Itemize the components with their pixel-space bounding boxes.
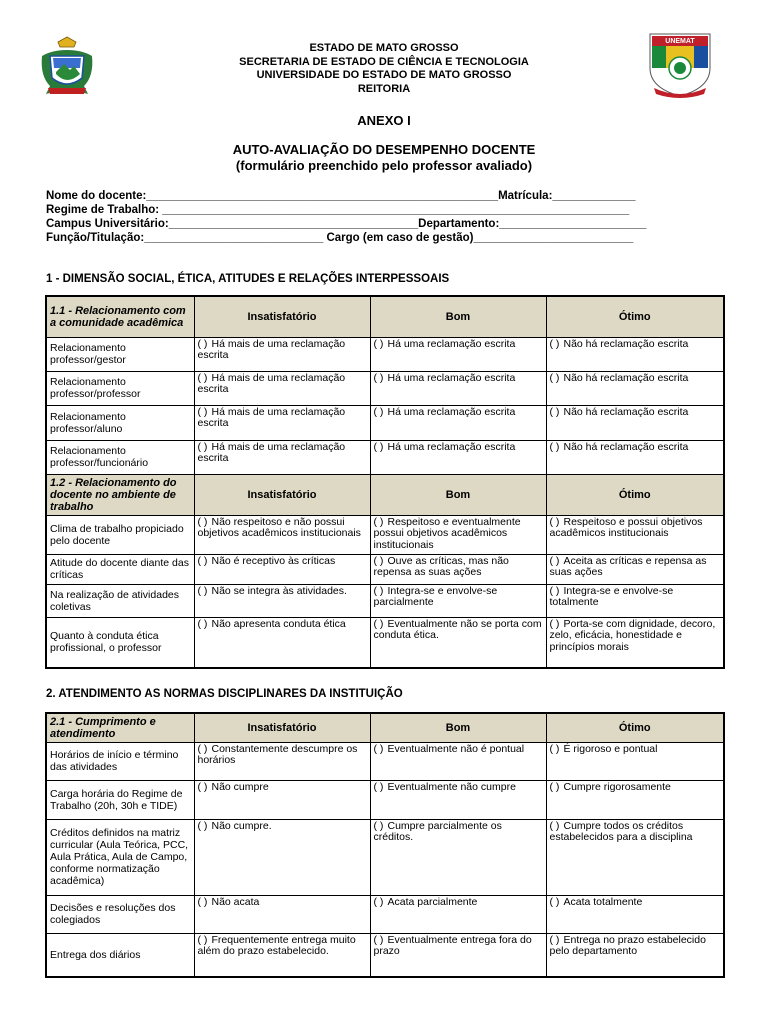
- criterion-label: Entrega dos diários: [46, 933, 194, 977]
- option-text: Há mais de uma reclamação escrita: [197, 405, 346, 429]
- field-campus-departamento[interactable]: Campus Universitário:_______________________________________Departamento:_______________________: [46, 218, 647, 230]
- checkbox-mark[interactable]: ( ): [549, 895, 560, 908]
- option-text: Integra-se e envolve-se totalmente: [549, 584, 674, 608]
- checkbox-mark[interactable]: ( ): [197, 933, 208, 946]
- option-text: Não cumpre.: [211, 819, 272, 832]
- option-cell[interactable]: [370, 405, 546, 440]
- checkbox-mark[interactable]: ( ): [373, 584, 384, 597]
- option-text: Há mais de uma reclamação escrita: [197, 440, 346, 464]
- option-cell[interactable]: [546, 371, 724, 405]
- checkbox-mark[interactable]: ( ): [373, 405, 384, 418]
- table-row: [46, 933, 724, 977]
- checkbox-mark[interactable]: ( ): [549, 405, 560, 418]
- option-text: Não há reclamação escrita: [563, 371, 689, 384]
- option-cell[interactable]: [546, 554, 724, 584]
- header-line: REITORIA: [357, 82, 411, 95]
- option-cell[interactable]: [194, 554, 370, 584]
- criterion-label: Relacionamento professor/aluno: [46, 405, 194, 440]
- checkbox-mark[interactable]: ( ): [549, 440, 560, 453]
- option-cell[interactable]: [370, 371, 546, 405]
- group-header: 1.1 - Relacionamento com a comunidade acadêmica: [46, 296, 194, 337]
- option-text: Aceita as críticas e repensa as suas ações: [549, 554, 707, 578]
- criterion-label: Créditos definidos na matriz curricular (Aula Teórica, PCC, Aula Prática, Aula de Campo, conforme normatização acadêmica): [46, 819, 194, 895]
- option-cell[interactable]: [546, 933, 724, 977]
- option-cell[interactable]: [370, 337, 546, 371]
- checkbox-mark[interactable]: ( ): [549, 819, 560, 832]
- checkbox-mark[interactable]: ( ): [373, 742, 384, 755]
- option-text: Há uma reclamação escrita: [387, 337, 516, 350]
- field-regime-trabalho[interactable]: Regime de Trabalho: _________________________________________________________________________: [46, 204, 630, 216]
- checkbox-mark[interactable]: ( ): [197, 819, 208, 832]
- column-header: Bom: [370, 713, 546, 742]
- section-2-table: [45, 712, 725, 978]
- option-cell[interactable]: [546, 819, 724, 895]
- option-cell[interactable]: [194, 742, 370, 780]
- option-cell[interactable]: [194, 405, 370, 440]
- checkbox-mark[interactable]: ( ): [197, 440, 208, 453]
- option-cell[interactable]: [546, 584, 724, 617]
- table-row: [46, 554, 724, 584]
- checkbox-mark[interactable]: ( ): [549, 337, 560, 350]
- option-text: Não acata: [211, 895, 260, 908]
- column-header: Ótimo: [546, 296, 724, 337]
- option-cell[interactable]: [370, 554, 546, 584]
- column-header: Ótimo: [546, 713, 724, 742]
- table-row: [46, 440, 724, 474]
- criterion-label: Atitude do docente diante das críticas: [46, 554, 194, 584]
- option-text: Respeitoso e eventualmente possui objetivos acadêmicos institucionais: [373, 515, 521, 551]
- option-text: Eventualmente entrega fora do prazo: [373, 933, 532, 957]
- option-cell[interactable]: [546, 405, 724, 440]
- institution-heading: [160, 42, 608, 96]
- checkbox-mark[interactable]: ( ): [549, 554, 560, 567]
- option-text: Não cumpre: [211, 780, 269, 793]
- column-header: Insatisfatório: [194, 296, 370, 337]
- option-text: Há uma reclamação escrita: [387, 440, 516, 453]
- table-row: [46, 337, 724, 371]
- checkbox-mark[interactable]: ( ): [197, 780, 208, 793]
- table-row: [46, 371, 724, 405]
- group-header-row: [46, 474, 724, 515]
- checkbox-mark[interactable]: ( ): [373, 440, 384, 453]
- option-text: Integra-se e envolve-se parcialmente: [373, 584, 498, 608]
- checkbox-mark[interactable]: ( ): [197, 742, 208, 755]
- option-cell[interactable]: [546, 742, 724, 780]
- option-text: Não se integra às atividades.: [211, 584, 347, 597]
- option-text: Não respeitoso e não possui objetivos acadêmicos institucionais: [197, 515, 361, 539]
- criterion-label: Carga horária do Regime de Trabalho (20h, 30h e TIDE): [46, 780, 194, 819]
- field-funcao-cargo[interactable]: Função/Titulação:____________________________ Cargo (em caso de gestão)_________________________: [46, 232, 634, 244]
- checkbox-mark[interactable]: ( ): [549, 617, 560, 630]
- checkbox-mark[interactable]: ( ): [373, 895, 384, 908]
- checkbox-mark[interactable]: ( ): [373, 819, 384, 832]
- checkbox-mark[interactable]: ( ): [373, 337, 384, 350]
- criterion-label: Relacionamento professor/professor: [46, 371, 194, 405]
- option-text: Não há reclamação escrita: [563, 405, 689, 418]
- criterion-label: Relacionamento professor/gestor: [46, 337, 194, 371]
- option-text: Frequentemente entrega muito além do prazo estabelecido.: [197, 933, 356, 957]
- group-header: 1.2 - Relacionamento do docente no ambiente de trabalho: [46, 474, 194, 515]
- column-header: Insatisfatório: [194, 474, 370, 515]
- identification-fields: [46, 189, 706, 245]
- checkbox-mark[interactable]: ( ): [549, 933, 560, 946]
- option-text: Respeitoso e possui objetivos acadêmicos institucionais: [549, 515, 703, 539]
- option-text: Entrega no prazo estabelecido pelo departamento: [549, 933, 706, 957]
- column-header: Bom: [370, 474, 546, 515]
- option-cell[interactable]: [370, 440, 546, 474]
- checkbox-mark[interactable]: ( ): [549, 584, 560, 597]
- option-cell[interactable]: [194, 617, 370, 668]
- column-header: Ótimo: [546, 474, 724, 515]
- option-cell[interactable]: [546, 440, 724, 474]
- option-text: Não apresenta conduta ética: [211, 617, 346, 630]
- column-header: Insatisfatório: [194, 713, 370, 742]
- option-cell[interactable]: [194, 584, 370, 617]
- criterion-label: Horários de início e término das atividades: [46, 742, 194, 780]
- group-header-row: [46, 713, 724, 742]
- option-text: Não há reclamação escrita: [563, 337, 689, 350]
- table-row: [46, 780, 724, 819]
- table-row: [46, 584, 724, 617]
- option-cell[interactable]: [546, 337, 724, 371]
- checkbox-mark[interactable]: ( ): [373, 515, 384, 528]
- group-header: 2.1 - Cumprimento e atendimento: [46, 713, 194, 742]
- header-line: ESTADO DE MATO GROSSO: [309, 42, 459, 54]
- option-cell[interactable]: [194, 337, 370, 371]
- option-text: Constantemente descumpre os horários: [197, 742, 358, 766]
- option-text: Não é receptivo às críticas: [211, 554, 336, 567]
- criterion-label: Na realização de atividades coletivas: [46, 584, 194, 617]
- option-text: Eventualmente não é pontual: [387, 742, 525, 755]
- criterion-label: Relacionamento professor/funcionário: [46, 440, 194, 474]
- header-line: SECRETARIA DE ESTADO DE CIÊNCIA E TECNOLOGIA: [239, 55, 529, 68]
- group-header-row: [46, 296, 724, 337]
- criterion-label: Clima de trabalho propiciado pelo docente: [46, 515, 194, 554]
- column-header: Bom: [370, 296, 546, 337]
- checkbox-mark[interactable]: ( ): [373, 933, 384, 946]
- annex-label: ANEXO I: [357, 113, 411, 128]
- option-cell[interactable]: [370, 617, 546, 668]
- title-sub: (formulário preenchido pelo professor avaliado): [235, 158, 533, 173]
- checkbox-mark[interactable]: ( ): [373, 780, 384, 793]
- option-cell[interactable]: [370, 742, 546, 780]
- option-text: Acata parcialmente: [387, 895, 478, 908]
- option-text: Eventualmente não cumpre: [387, 780, 516, 793]
- option-text: Cumpre rigorosamente: [563, 780, 671, 793]
- option-cell[interactable]: [546, 780, 724, 819]
- option-text: Há mais de uma reclamação escrita: [197, 371, 346, 395]
- document-header: [0, 0, 768, 110]
- checkbox-mark[interactable]: ( ): [549, 371, 560, 384]
- option-cell[interactable]: [370, 515, 546, 554]
- checkbox-mark[interactable]: ( ): [373, 554, 384, 567]
- option-text: Há uma reclamação escrita: [387, 371, 516, 384]
- section-1-title: 1 - DIMENSÃO SOCIAL, ÉTICA, ATITUDES E RELAÇÕES INTERPESSOAIS: [46, 273, 450, 285]
- title-main: AUTO-AVALIAÇÃO DO DESEMPENHO DOCENTE: [232, 142, 536, 157]
- option-cell[interactable]: [370, 933, 546, 977]
- checkbox-mark[interactable]: ( ): [197, 515, 208, 528]
- state-coat-of-arms-logo: [38, 36, 96, 98]
- section-1-table: [45, 295, 725, 669]
- option-cell[interactable]: [370, 895, 546, 933]
- option-cell[interactable]: [194, 780, 370, 819]
- option-text: Cumpre todos os créditos estabelecidos para a disciplina: [549, 819, 693, 843]
- option-cell[interactable]: [370, 584, 546, 617]
- option-text: Ouve as críticas, mas não repensa as suas ações: [373, 554, 509, 578]
- option-text: Há uma reclamação escrita: [387, 405, 516, 418]
- checkbox-mark[interactable]: ( ): [197, 584, 208, 597]
- table-row: [46, 617, 724, 668]
- table-row: [46, 819, 724, 895]
- header-line: UNIVERSIDADE DO ESTADO DE MATO GROSSO: [256, 69, 512, 81]
- checkbox-mark[interactable]: ( ): [197, 617, 208, 630]
- table-row: [46, 515, 724, 554]
- option-cell[interactable]: [194, 819, 370, 895]
- field-docente-matricula[interactable]: Nome do docente:_______________________________________________________Matrícula:_____________: [46, 190, 636, 202]
- option-cell[interactable]: [194, 895, 370, 933]
- checkbox-mark[interactable]: ( ): [549, 742, 560, 755]
- unemat-logo-text: UNEMAT: [665, 38, 695, 45]
- checkbox-mark[interactable]: ( ): [549, 515, 560, 528]
- option-text: Acata totalmente: [563, 895, 643, 908]
- checkbox-mark[interactable]: ( ): [549, 780, 560, 793]
- section-2-title: 2. ATENDIMENTO AS NORMAS DISCIPLINARES DA INSTITUIÇÃO: [46, 688, 403, 700]
- table-row: [46, 895, 724, 933]
- option-text: Não há reclamação escrita: [563, 440, 689, 453]
- option-cell[interactable]: [546, 617, 724, 668]
- checkbox-mark[interactable]: ( ): [197, 371, 208, 384]
- option-cell[interactable]: [370, 780, 546, 819]
- checkbox-mark[interactable]: ( ): [373, 617, 384, 630]
- option-cell[interactable]: [194, 933, 370, 977]
- criterion-label: Decisões e resoluções dos colegiados: [46, 895, 194, 933]
- checkbox-mark[interactable]: ( ): [373, 371, 384, 384]
- checkbox-mark[interactable]: ( ): [197, 554, 208, 567]
- option-cell[interactable]: [370, 819, 546, 895]
- option-text: É rigoroso e pontual: [563, 742, 658, 755]
- document-title: [0, 142, 768, 174]
- table-row: [46, 405, 724, 440]
- option-cell[interactable]: [194, 515, 370, 554]
- criterion-label: Quanto à conduta ética profissional, o professor: [46, 617, 194, 668]
- table-row: [46, 742, 724, 780]
- option-cell[interactable]: [546, 895, 724, 933]
- option-cell[interactable]: [194, 440, 370, 474]
- option-text: Porta-se com dignidade, decoro, zelo, eficácia, honestidade e princípios morais: [549, 617, 716, 653]
- option-text: Eventualmente não se porta com conduta ética.: [373, 617, 542, 641]
- option-cell[interactable]: [194, 371, 370, 405]
- checkbox-mark[interactable]: ( ): [197, 405, 208, 418]
- checkbox-mark[interactable]: ( ): [197, 337, 208, 350]
- checkbox-mark[interactable]: ( ): [197, 895, 208, 908]
- option-text: Há mais de uma reclamação escrita: [197, 337, 346, 361]
- option-cell[interactable]: [546, 515, 724, 554]
- option-text: Cumpre parcialmente os créditos.: [373, 819, 502, 843]
